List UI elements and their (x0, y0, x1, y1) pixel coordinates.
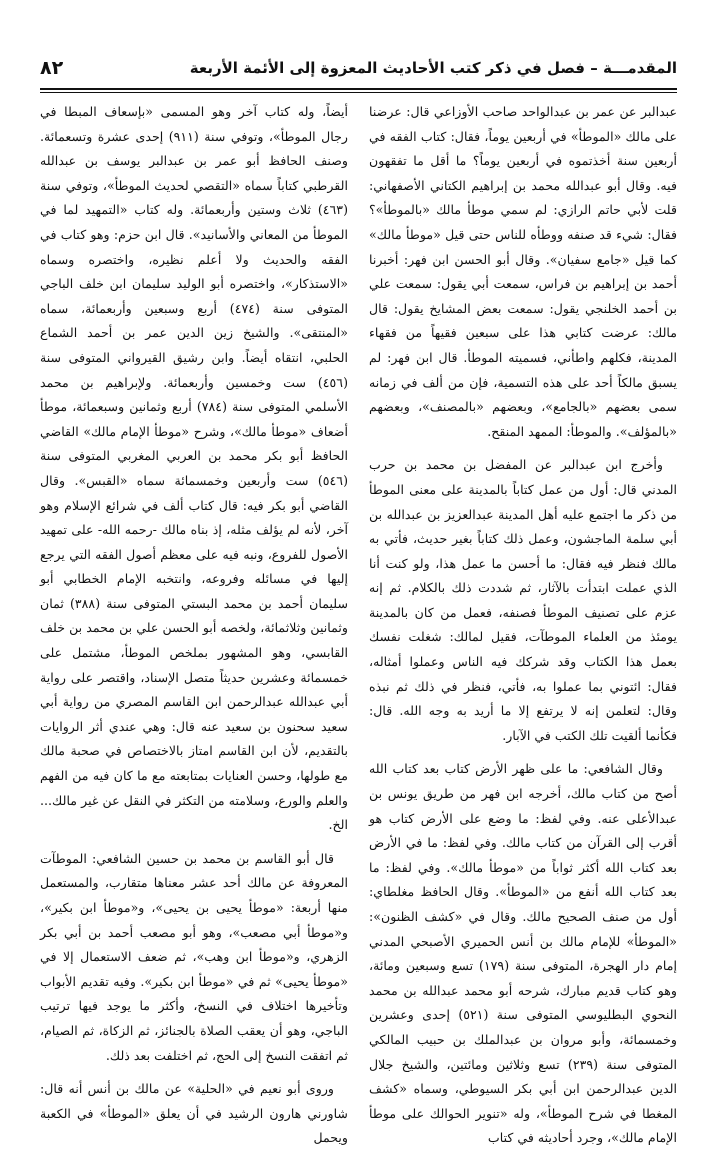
paragraph: أيضاً، وله كتاب آخر وهو المسمى «بإسعاف المبطا في رجال الموطأ»، وتوفي سنة (٩١١) إحدى عشرة وتسعمائة. وصنف الحافظ أبو عمر بن عبدالبر يوسف بن عبدالله القرطبي كتاباً سماه «التقصي لحديث الموطأ»، وتوفي سنة (٤٦٣) ثلاث وستين وأربعمائة. وله كتاب «التمهيد لما في الموطأ من المعاني والأسانيد». قال ابن حزم: وهو كتاب في الفقه والحديث ولا أعلم نظيره، واختصره وسماه «الاستذكار»، واختصره أبو الوليد سليمان ابن خلف الباجي المتوفى سنة (٤٧٤) أربع وسبعين وأربعمائة، سماه «المنتقى». والشيخ زين الدين عمر بن أحمد الشماع الحلبي، انتقاه أيضاً. وابن رشيق القيرواني المتوفى سنة (٤٥٦) ست وخمسين وأربعمائة. ولإبراهيم بن محمد الأسلمي المتوفى سنة (٧٨٤) أربع وثمانين وسبعمائة، موطأ أضعاف «موطأ مالك»، وشرح «موطأ الإمام مالك» القاضي الحافظ أبو بكر محمد بن العربي المغربي المتوفى سنة (٥٤٦) ست وأربعين وخمسمائة سماه «القبس». وقال القاضي أبو بكر فيه: قال كتاب ألف في شرائع الإسلام وهو آخر، لأنه لم يؤلف مثله، إذ بناه مالك -رحمه الله- على تمهيد الأصول للفروع، ونبه فيه على معظم أصول الفقه التي يرجع إليها في مسائله وفروعه، وانتخبه الإمام الخطابي أبو سليمان أحمد بن محمد البستي المتوفى سنة (٣٨٨) ثمان وثمانين وثلاثمائة، ولخصه أبو الحسن علي بن محمد بن خلف القابسي، وهو المشهور بملخص الموطأ، مشتمل على خمسمائة وعشرين حديثاً متصل الإسناد، واقتصر على رواية أبي عبدالله عبدالرحمن ابن القاسم المصري من رواية أبي سعيد سحنون بن سعيد عنه قال: وهي عندي أثر الروايات بالتقديم، لأن ابن القاسم امتاز بالاختصاص في صحبة مالك مع طولها، وحسن العنايات بمتابعته مع ما كان فيه من الفهم والعلم والورع، وسلامته من التكثر في النقل عن غير مالك... الخ. (40, 104, 349, 833)
left-column (40, 100, 349, 1146)
paragraph: قال أبو القاسم بن محمد بن حسين الشافعي: الموطآت المعروفة عن مالك أحد عشر معناها متقارب، والمستعمل منها أربعة: «موطأ يحيى بن يحيى»، و«موطأ ابن بكير»، و«موطأ أبي مصعب»، وهو أبو مصعب أحمد بن أبي بكر الزهري، و«موطأ ابن وهب»، ثم ضعف الاستعمال إلا في «موطأ يحيى» ثم في «موطأ ابن بكير». وفيه تقديم الأبواب وتأخيرها اختلاف في النسخ، وأكثر ما يوجد فيها ترتيب الباجي، وهو أن يعقب الصلاة بالجنائز، ثم الزكاة، ثم الصيام، ثم اتفقت النسخ إلى الحج، ثم اختلفت بعد ذلك. (40, 850, 348, 1063)
page-number: ٨٢ (40, 57, 64, 79)
paragraph: وأخرج ابن عبدالبر عن المفضل بن محمد بن حرب المدني قال: أول من عمل كتاباً بالمدينة على معنى الموطأ من ذكر ما اجتمع عليه أهل المدينة عبدالعزيز بن عبدالله بن أبي سلمة الماجشون، وعمل ذلك كتاباً بغير حديث، فأتي به مالك فنظر فيه فقال: ما أحسن ما عمل هذا، ولو كنت أنا الذي عملت ابتدأت بالآثار، ثم شددت ذلك بالكلام. ثم إنه عزم على تصنيف الموطأ فصنفه، فعمل من كان بالمدينة يومئذ من العلماء الموطآت، فقيل لمالك: شغلت نفسك بعمل هذا الكتاب وقد شركك فيه الناس وعملوا أمثاله، فقال: ائتوني بما عملوا به، فأتي، فنظر في ذلك ثم نبذه وقال: لتعلمن إنه لا يرتفع إلا ما أريد به وجه الله. قال: فكأنما ألقيت تلك الكتب في الآبار. (369, 457, 677, 743)
running-title (190, 59, 677, 77)
section-name: المقدمـــة (602, 59, 677, 77)
header-rule (40, 88, 677, 93)
paragraph: وقال الشافعي: ما على ظهر الأرض كتاب بعد كتاب الله أصح من كتاب مالك، أخرجه ابن فهر من طريق يونس بن عبدالأعلى عنه. وفي لفظ: ما وضع على الأرض كتاب هو أقرب إلى القرآن من كتاب مالك. وفي لفظ: ما في الأرض بعد كتاب الله أكثر ثواباً من «موطأ مالك». وفي لفظ: ما بعد كتاب الله أنفع من «الموطأ». وقال الحافظ مغلطاي: أول من صنف الصحيح مالك. وقال في «كشف الظنون»: «الموطأ» للإمام مالك بن أنس الحميري الأصبحي المدني إمام دار الهجرة، المتوفى سنة (١٧٩) تسع وسبعين ومائة، وهو كتاب قديم مبارك، شرحه أبو محمد عبدالله بن محمد النحوي البطليوسي المتوفى سنة (٥٢١) إحدى وعشرين وخمسمائة، وأبو مروان بن عبدالملك بن حبيب المالكي المتوفى سنة (٢٣٩) تسع وثلاثين ومائتين، والشيخ جلال الدين عبدالرحمن ابن أبي بكر السيوطي، وسماه «كشف المغطا في شرح الموطأ»، وله «تنوير الحوالك على موطأ الإمام مالك»، وجرد أحاديثه في كتاب (369, 761, 677, 1146)
chapter-title: فصل في ذكر كتب الأحاديث المعزوة إلى الأئمة الأربعة (189, 59, 585, 77)
paragraph: وروى أبو نعيم في «الحلية» عن مالك بن أنس أنه قال: شاورني هارون الرشيد في أن يعلق «الموطأ» في الكعبة ويحمل (40, 1081, 348, 1146)
paragraph: عبدالبر عن عمر بن عبدالواحد صاحب الأوزاعي قال: عرضنا على مالك «الموطأ» في أربعين يوماً، فقال: كتاب الفقه في أربعين سنة أخذتموه في أربعين يوماً؟ ما أقل ما تفقهون فيه. وقال أبو عبدالله محمد بن إبراهيم الكتاني الأصفهاني: قلت لأبي حاتم الرازي: لم سمي موطأ مالك «بالموطأ»؟ فقال: شيء قد صنفه ووطأه للناس حتى قيل «موطأ مالك» كما قيل «جامع سفيان». وقال أبو الحسن ابن فهر: أخبرنا أحمد بن إبراهيم بن فراس، سمعت أبي يقول: سمعت علي بن أحمد الخلنجي يقول: سمعت بعض المشايخ يقول: قال مالك: عرضت كتابي هذا على سبعين فقيهاً من فقهاء المدينة، فكلهم واطأني، فسميته الموطأ. قال ابن فهر: لم يسبق مالكاً أحد على هذه التسمية، فإن من ألف في زمانه سمى بعضهم «بالجامع»، وبعضهم «بالمصنف»، وبعضهم «بالمؤلف». والموطأ: الممهد المنقح. (369, 104, 677, 439)
title-separator: – (590, 59, 598, 77)
right-column (369, 100, 677, 1146)
page-header (40, 48, 677, 88)
